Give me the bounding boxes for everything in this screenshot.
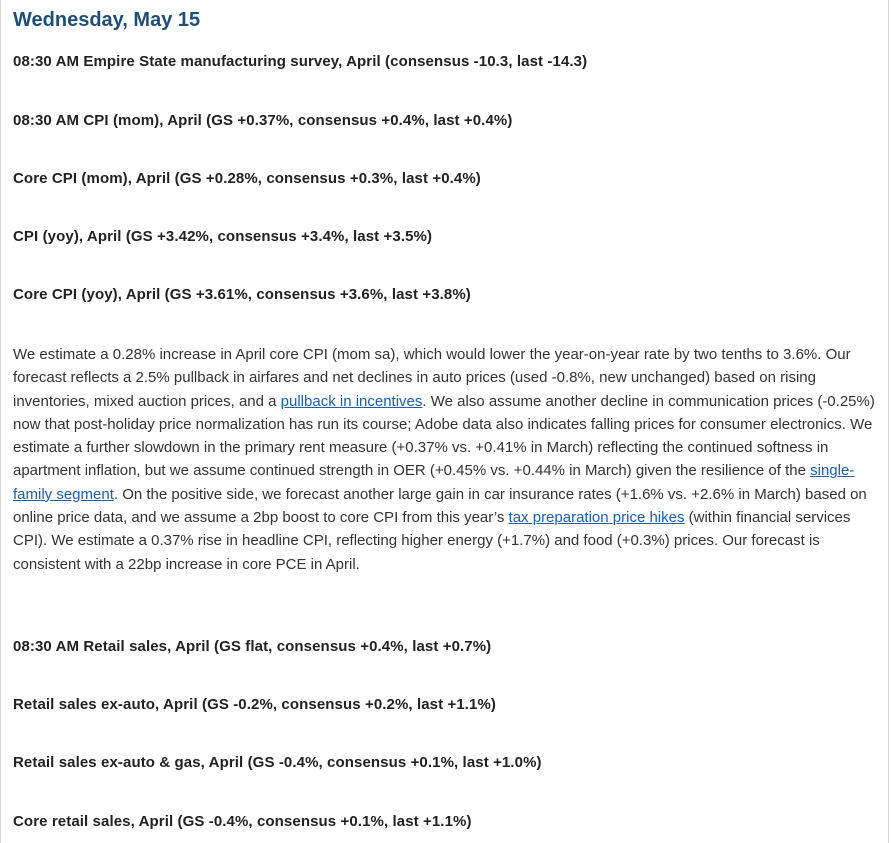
release-retail-sales-ex-auto-gas: Retail sales ex-auto & gas, April (GS -0.4%, consensus +0.1%, last +1.0%) bbox=[13, 754, 542, 771]
release-empire-state: 08:30 AM Empire State manufacturing survey, April (consensus -10.3, last -14.3) bbox=[13, 53, 588, 70]
release-core-cpi-yoy: Core CPI (yoy), April (GS +3.61%, consensus +3.6%, last +3.8%) bbox=[13, 286, 471, 303]
release-cpi-yoy: CPI (yoy), April (GS +3.42%, consensus +3.4%, last +3.5%) bbox=[13, 228, 433, 245]
date-heading: Wednesday, May 15 bbox=[13, 9, 201, 31]
single-family-segment-link[interactable]: single-family segment bbox=[13, 462, 855, 503]
release-core-cpi-mom: Core CPI (mom), April (GS +0.28%, consensus +0.3%, last +0.4%) bbox=[13, 170, 481, 187]
calendar-content bbox=[13, 8, 881, 36]
release-retail-sales: 08:30 AM Retail sales, April (GS flat, consensus +0.4%, last +0.7%) bbox=[13, 638, 492, 655]
paragraph-text-3: . On the positive side, we forecast another large gain in car insurance rates (+1.6% vs. +2.6% in March) based on online price data, and we assume a 2bp boost to core CPI from this year’s bbox=[13, 485, 867, 527]
cpi-forecast-paragraph bbox=[13, 343, 883, 576]
paragraph-text-4: (within financial services CPI). We estimate a 0.37% rise in headline CPI, reflecting higher energy (+1.7%) and food (+0.3%) prices. Our forecast is consistent with a 22bp increase in core PCE in April. bbox=[13, 509, 851, 573]
pullback-in-incentives-link[interactable]: pullback in incentives bbox=[280, 392, 423, 410]
release-core-retail-sales: Core retail sales, April (GS -0.4%, consensus +0.1%, last +1.1%) bbox=[13, 813, 472, 830]
paragraph-text-1: We estimate a 0.28% increase in April core CPI (mom sa), which would lower the year-on-year rate by two tenths to 3.6%. Our forecast reflects a 2.5% pullback in airfares and net declines in auto prices (used -0.8%, new unchanged) based on rising inventories, mixed auction prices, and a bbox=[13, 346, 851, 410]
release-cpi-mom: 08:30 AM CPI (mom), April (GS +0.37%, consensus +0.4%, last +0.4%) bbox=[13, 112, 513, 129]
tax-preparation-price-hikes-link[interactable]: tax preparation price hikes bbox=[508, 509, 685, 527]
paragraph-text-2: . We also assume another decline in communication prices (-0.25%) now that post-holiday price normalization has run its course; Adobe data also indicates falling prices for consumer electronics. We estimate a further slowdown in the primary rent measure (+0.37% vs. +0.41% in March) reflecting the continued softness in apartment inflation, but we assume continued strength in OER (+0.45% vs. +0.44% in March) given the resilience of the bbox=[13, 392, 875, 480]
release-retail-sales-ex-auto: Retail sales ex-auto, April (GS -0.2%, consensus +0.2%, last +1.1%) bbox=[13, 696, 497, 713]
